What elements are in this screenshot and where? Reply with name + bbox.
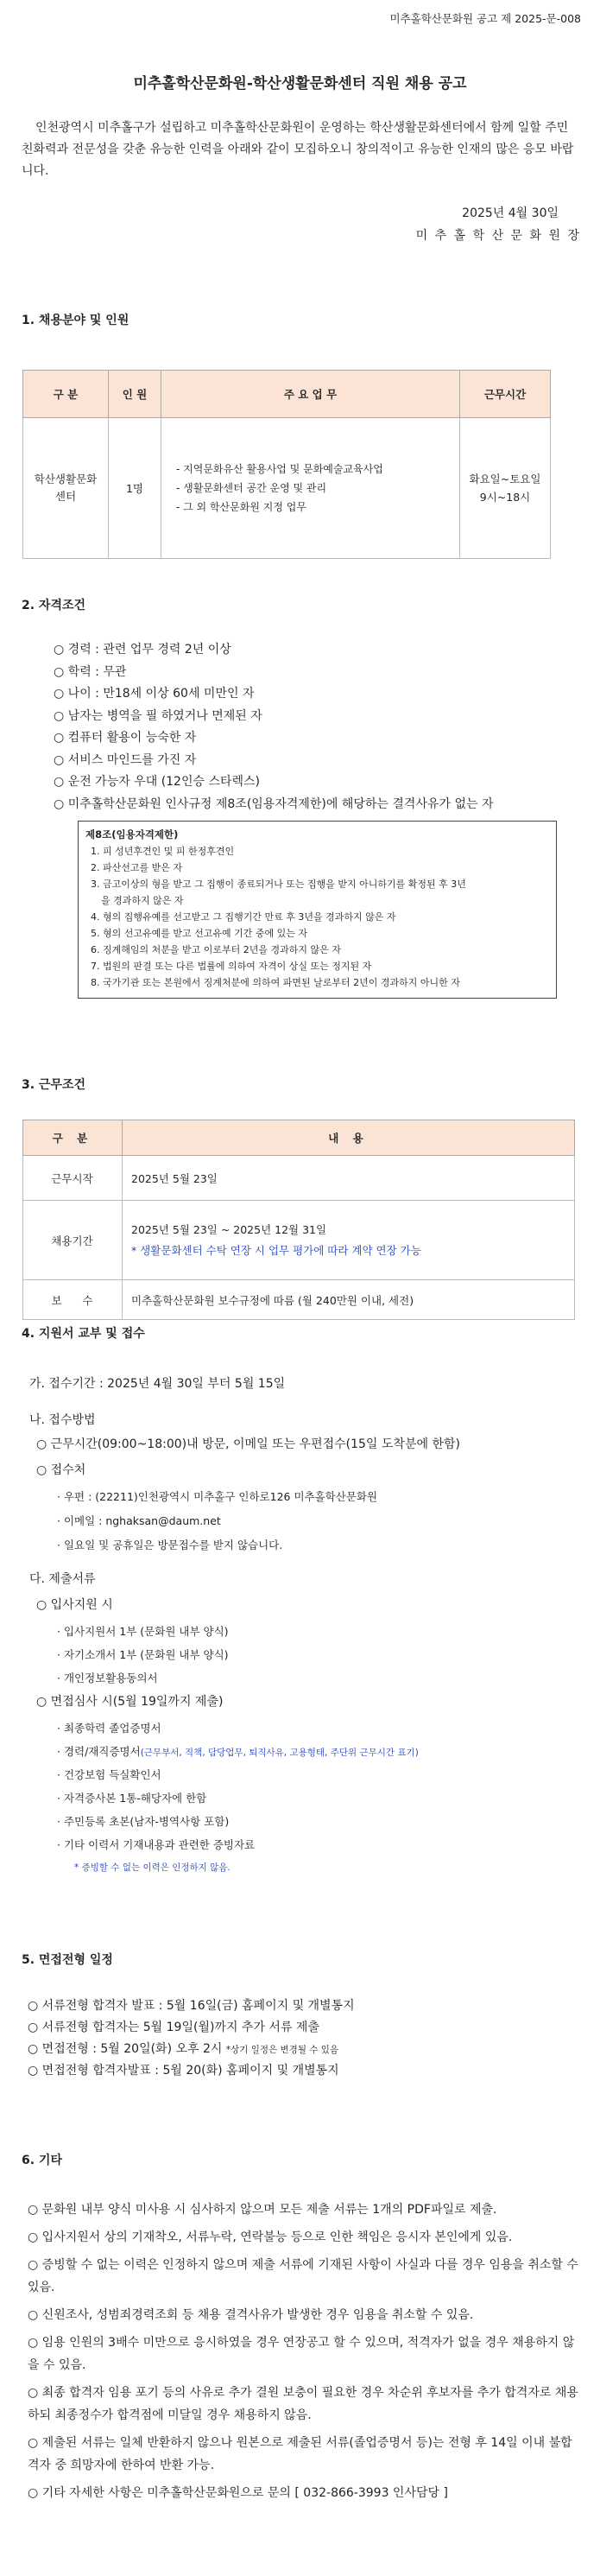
apply-period: 가. 접수기간 : 2025년 4월 30일 부터 5월 15일 (29, 1377, 286, 1391)
start-label: 근무시작 (23, 1156, 123, 1201)
recruitment-table (22, 370, 551, 559)
doc-career-label: · 경력/재직증명서 (57, 1745, 141, 1758)
intro-paragraph: 인천광역시 미추홀구가 설립하고 미추홀학산문화원이 운영하는 학산생활문화센터에서 함께 일할 주민 친화력과 전문성을 갖춘 유능한 인력을 아래와 같이 모집하오니 창의적이고 유능한 인재의 많은 응모 바랍니다. (22, 121, 574, 178)
doc-item: · 건강보험 득실확인서 (57, 1768, 161, 1781)
etc-item: ○ 신원조사, 성범죄경력조회 등 채용 결격사유가 발생한 경우 임용을 취소할 수 있음. (28, 2308, 474, 2322)
section-5-heading: 5. 면접전형 일정 (22, 1953, 113, 1967)
apply-holiday: · 일요일 및 공휴일은 방문접수를 받지 않습니다. (57, 1539, 283, 1551)
etc-item: ○ 임용 인원의 3배수 미만으로 응시하였을 경우 연장공고 할 수 있으며, 적격자가 없을 경우 채용하지 않을 수 있음. (28, 2336, 575, 2372)
qualification-item: ○ 경력 : 관련 업무 경력 2년 이상 (54, 639, 494, 662)
period-note: * 생활문화센터 수탁 연장 시 업무 평가에 따라 계약 연장 가능 (131, 1243, 421, 1257)
disqualification-item: 3. 금고이상의 형을 받고 그 집행이 종료되거나 또는 집행을 받지 아니하기를 확정된 후 3년 (91, 879, 466, 890)
section-2-heading: 2. 자격조건 (22, 599, 86, 612)
period-label: 채용기간 (23, 1201, 123, 1280)
schedule-note: *상기 일정은 변경될 수 있음 (225, 2045, 339, 2055)
duty-item: - 지역문화유산 활용사업 및 문화예술교육사업 (176, 463, 383, 475)
qualification-item: ○ 미추홀학산문화원 인사규정 제8조(임용자격제한)에 해당하는 결격사유가 없는 자 (54, 794, 494, 816)
disqualification-item: 4. 형의 집행유예를 선고받고 그 집행기간 만료 후 3년을 경과하지 않은 자 (91, 911, 396, 923)
schedule-item-interview (28, 2039, 338, 2061)
section-1-heading: 1. 채용분야 및 인원 (22, 314, 129, 327)
cell-hours (460, 418, 551, 559)
disqualification-box (78, 821, 557, 999)
section-6-heading: 6. 기타 (22, 2154, 62, 2167)
apply-place: ○ 접수처 (36, 1463, 86, 1477)
etc-list (28, 2198, 581, 2504)
qualification-item: ○ 남자는 병역을 필 하였거나 면제된 자 (54, 706, 494, 728)
qualification-item: ○ 학력 : 무관 (54, 662, 494, 684)
apply-post: · 우편 : (22211)인천광역시 미추홀구 인하로126 미추홀학산문화원 (57, 1490, 378, 1503)
etc-item: ○ 최종 합격자 임용 포기 등의 사유로 추가 결원 보충이 필요한 경우 차순위 후보자를 추가 합격자로 채용하되 최종정수가 합격점에 미달일 경우 채용하지 않음. (28, 2386, 578, 2422)
pay-label: 보 수 (23, 1280, 123, 1320)
schedule-item: ○ 서류전형 합격자 발표 : 5월 16일(금) 홈페이지 및 개별통지 (28, 1999, 355, 2013)
schedule-item: ○ 면접전형 합격자발표 : 5월 20(화) 홈페이지 및 개별통지 (28, 2064, 339, 2078)
pay-value: 미추홀학산문화원 보수규정에 따름 (월 240만원 이내, 세전) (123, 1280, 575, 1320)
disqualification-title: 제8조(임용자격제한) (85, 828, 179, 841)
period-cell (123, 1201, 575, 1280)
col-category: 구 분 (23, 1120, 123, 1156)
col-hours: 근무시간 (460, 371, 551, 418)
start-value: 2025년 5월 23일 (123, 1156, 575, 1201)
apply-method: 나. 접수방법 (29, 1413, 96, 1427)
qualification-item: ○ 운전 가능자 우대 (12인승 스타렉스) (54, 771, 494, 794)
cell-count: 1명 (109, 418, 161, 559)
col-duties: 주 요 업 무 (161, 371, 460, 418)
disqualification-item: 7. 법원의 판결 또는 다른 법률에 의하여 자격이 상실 또는 정지된 자 (91, 961, 372, 972)
section-4-heading: 4. 지원서 교부 및 접수 (22, 1327, 145, 1341)
doc-note: * 증빙할 수 없는 이력은 인정하지 않음. (74, 1862, 231, 1873)
disqualification-item: 6. 징계해임의 처분을 받고 이로부터 2년을 경과하지 않은 자 (91, 944, 341, 955)
doc-number: 미추홀학산문화원 공고 제 2025-문-008 (389, 12, 581, 25)
disqualification-item: 1. 피 성년후견인 및 피 한정후견인 (91, 846, 235, 857)
duty-item: - 생활문화센터 공간 운영 및 관리 (176, 482, 327, 494)
hours-time: 9시~18시 (479, 491, 531, 504)
col-field: 구 분 (23, 371, 109, 418)
work-conditions-table (22, 1120, 575, 1320)
schedule-interview-text: ○ 면접전형 : 5월 20일(화) 오후 2시 (28, 2042, 223, 2056)
cell-field: 학산생활문화센터 (23, 418, 109, 559)
doc-item: · 자격증사본 1통-해당자에 한함 (57, 1792, 207, 1805)
doc-item: · 주민등록 초본(남자-병역사항 포함) (57, 1815, 230, 1828)
disqualification-item: 8. 국가기관 또는 본원에서 징계처분에 의하여 파면된 날로부터 2년이 경과하지 아니한 자 (91, 977, 460, 988)
etc-item: ○ 기타 자세한 사항은 미추홀학산문화원으로 문의 [ 032-866-3993 인사담당 ] (28, 2486, 448, 2500)
signer: 미 추 홀 학 산 문 화 원 장 (415, 229, 581, 243)
doc-item: · 입사지원서 1부 (문화원 내부 양식) (57, 1625, 229, 1638)
documents-interview: ○ 면접심사 시(5월 19일까지 제출) (36, 1695, 224, 1709)
col-count: 인 원 (109, 371, 161, 418)
hours-days: 화요일~토요일 (469, 473, 541, 485)
page-title: 미추홀학산문화원-학산생활문화센터 직원 채용 공고 (133, 75, 467, 92)
documents-heading: 다. 제출서류 (29, 1572, 96, 1586)
etc-item: ○ 증빙할 수 없는 이력은 인정하지 않으며 제출 서류에 기재된 사항이 사실과 다를 경우 임용을 취소할 수 있음. (28, 2258, 578, 2294)
disqualification-item: 을 경과하지 않은 자 (101, 895, 184, 906)
doc-item-career (57, 1741, 419, 1764)
disqualification-item: 5. 형의 선고유예를 받고 선고유예 기간 중에 있는 자 (91, 928, 307, 939)
doc-career-note: (근무부서, 직책, 담당업무, 퇴직사유, 고용형태, 주단위 근무시간 표기) (140, 1748, 419, 1758)
apply-method-visit: ○ 근무시간(09:00~18:00)내 방문, 이메일 또는 우편접수(15일 도착분에 한함) (36, 1437, 460, 1451)
qualification-item: ○ 서비스 마인드를 가진 자 (54, 750, 494, 772)
doc-item: · 자기소개서 1부 (문화원 내부 양식) (57, 1648, 229, 1661)
disqualification-item: 2. 파산선고를 받은 자 (91, 862, 182, 873)
cell-duties (161, 418, 460, 559)
period-value: 2025년 5월 23일 ~ 2025년 12월 31일 (131, 1222, 327, 1236)
doc-item: · 최종학력 졸업증명서 (57, 1722, 161, 1735)
schedule-item: ○ 서류전형 합격자는 5월 19일(월)까지 추가 서류 제출 (28, 2021, 319, 2034)
etc-item: ○ 입사지원서 상의 기재착오, 서류누락, 연락불능 등으로 인한 책임은 응시자 본인에게 있음. (28, 2230, 513, 2244)
etc-item: ○ 제출된 서류는 일체 반환하지 않으나 원본으로 제출된 서류(졸업증명서 등)는 전형 후 14일 이내 불합격자 중 희망자에 한하여 반환 가능. (28, 2436, 572, 2472)
qualification-list (54, 639, 494, 815)
etc-item: ○ 문화원 내부 양식 미사용 시 심사하지 않으며 모든 제출 서류는 1개의 PDF파일로 제출. (28, 2203, 497, 2217)
section-3-heading: 3. 근무조건 (22, 1078, 86, 1092)
documents-apply: ○ 입사지원 시 (36, 1598, 113, 1612)
qualification-item: ○ 나이 : 만18세 이상 60세 미만인 자 (54, 683, 494, 706)
doc-item: · 기타 이력서 기재내용과 관련한 증빙자료 (57, 1838, 256, 1851)
notice-date: 2025년 4월 30일 (462, 206, 559, 220)
col-content: 내 용 (123, 1120, 575, 1156)
qualification-item: ○ 컴퓨터 활용이 능숙한 자 (54, 727, 494, 750)
apply-email: · 이메일 : nghaksan@daum.net (57, 1514, 221, 1527)
duty-item: - 그 외 학산문화원 지정 업무 (176, 501, 306, 513)
doc-item: · 개인정보활용동의서 (57, 1672, 158, 1685)
